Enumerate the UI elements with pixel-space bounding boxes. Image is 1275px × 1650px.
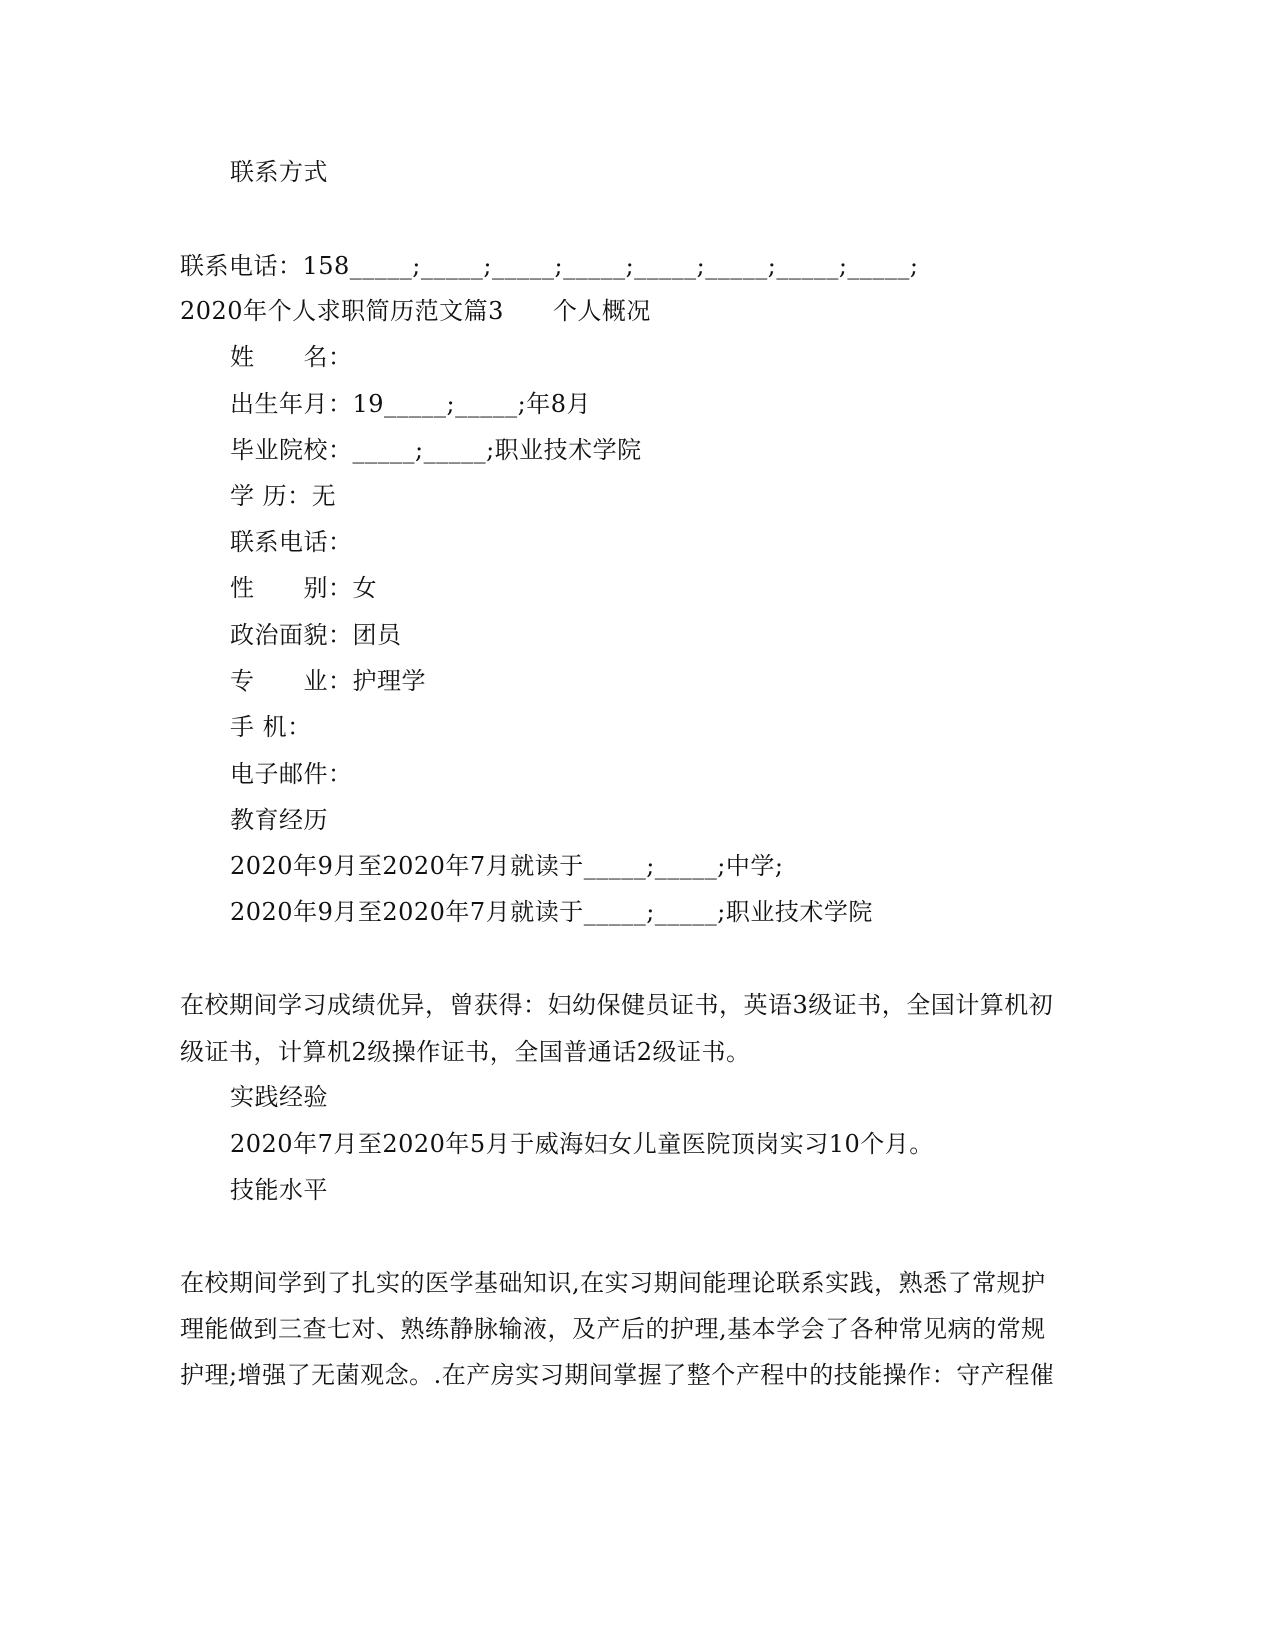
profile-politics: 政治面貌：团员 (230, 621, 402, 649)
contact-phone: 联系电话：158_____;_____;_____;_____;_____;_____;_____;_____; (180, 252, 919, 280)
profile-phone: 联系电话： (230, 528, 353, 556)
profile-major: 专 业：护理学 (230, 667, 426, 695)
profile-degree: 学 历：无 (230, 482, 337, 510)
skills-heading: 技能水平 (230, 1176, 328, 1204)
skills-line: 理能做到三查七对、熟练静脉输液，及产后的护理,基本学会了各种常见病的常规 (180, 1315, 1046, 1343)
profile-email: 电子邮件： (230, 760, 353, 788)
education-item: 2020年9月至2020年7月就读于_____;_____;中学; (230, 852, 784, 880)
contact-heading: 联系方式 (230, 158, 328, 186)
education-item: 2020年9月至2020年7月就读于_____;_____;职业技术学院 (230, 898, 873, 926)
awards-line: 在校期间学习成绩优异，曾获得：妇幼保健员证书，英语3级证书，全国计算机初 (180, 991, 1054, 1019)
awards-line: 级证书，计算机2级操作证书，全国普通话2级证书。 (180, 1038, 751, 1066)
education-heading: 教育经历 (230, 806, 328, 834)
practice-heading: 实践经验 (230, 1083, 328, 1111)
profile-school: 毕业院校：_____;_____;职业技术学院 (230, 436, 642, 464)
profile-mobile: 手 机： (230, 713, 312, 741)
article-title: 2020年个人求职简历范文篇3 个人概况 (180, 297, 651, 325)
practice-text: 2020年7月至2020年5月于威海妇女儿童医院顶岗实习10个月。 (230, 1130, 934, 1158)
profile-gender: 性 别：女 (230, 574, 377, 602)
skills-line: 在校期间学到了扎实的医学基础知识,在实习期间能理论联系实践，熟悉了常规护 (180, 1269, 1046, 1297)
profile-name: 姓 名： (230, 343, 353, 371)
skills-line: 护理;增强了无菌观念。.在产房实习期间掌握了整个产程中的技能操作：守产程催 (180, 1361, 1055, 1389)
profile-birth: 出生年月：19_____;_____;年8月 (230, 390, 591, 418)
